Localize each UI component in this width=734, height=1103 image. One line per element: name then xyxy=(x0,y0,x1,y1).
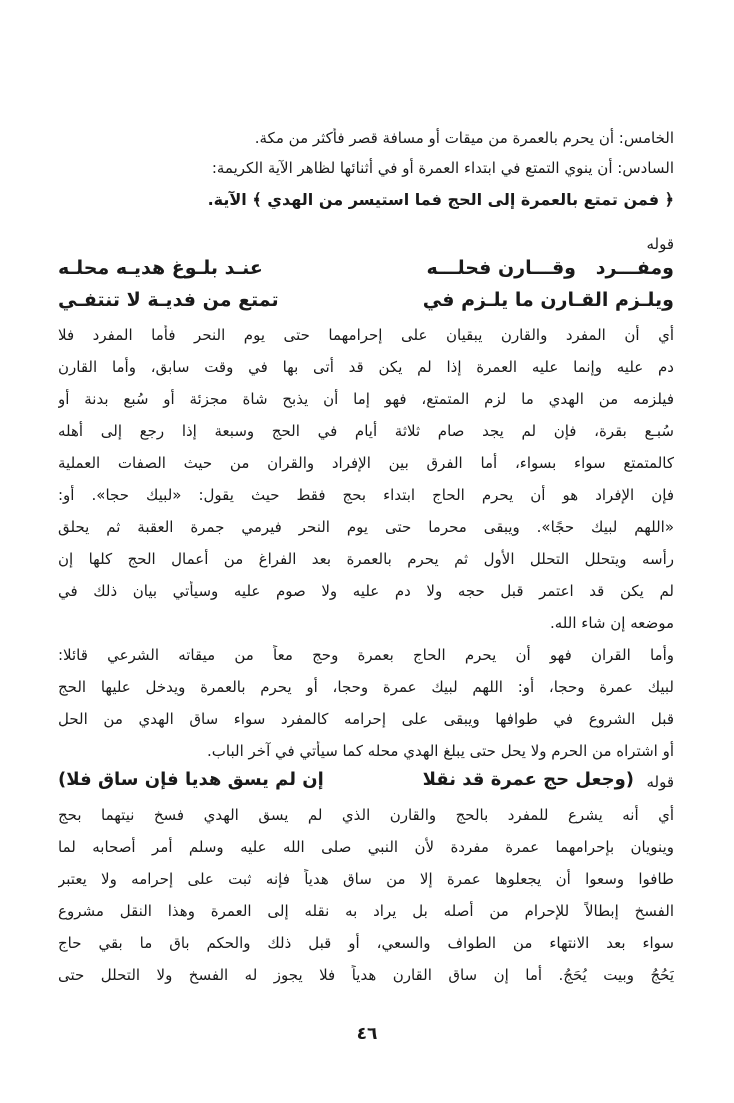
verse2-left-part: تمتع من فديـة لا تنتفـي xyxy=(58,290,279,311)
body-line: «اللهم لبيك حجًا». ويبقى محرما حتى يوم النحر فيرمي جمرة العقبة ثم يحلق xyxy=(58,518,674,536)
body-line: أي أن المفرد والقارن يبقيان على إحرامهما حتى يوم النحر فأما المفرد فلا xyxy=(58,326,674,344)
body-line: لم يكن قد اعتمر قبل حجه ولا دم عليه ولا صوم عليه وسيأتي بيان ذلك في xyxy=(58,582,674,600)
section1-label: قوله xyxy=(646,235,674,253)
body-line: سُبـع بقرة، فإن لم يجد صام ثلاثة أيام في الحج وسبعة إذا رجع إلى أهله xyxy=(58,422,674,440)
quran-verse: ﴿ فمن تمتع بالعمرة إلى الحج فما استيسر من الهدي ﴾ الآية. xyxy=(207,190,674,209)
body-line: رأسه ويتحلل التحلل الأول ثم يحرم بالعمرة بعد الفراغ من أعمال الحج كلها إن xyxy=(58,550,674,568)
body-line: سواء بعد الانتهاء من الطواف والسعي، أو قبل ذلك والحكم باق ما بقي حاج xyxy=(58,934,674,952)
body-line: دم عليه وإنما عليه العمرة إذا لم يكن قد أتى بها في وقت سابق، وأما القارن xyxy=(58,358,674,376)
section2-verse-right: (وجعل حج عمرة قد نقلا xyxy=(422,770,634,790)
section2-verse-left: إن لم يسق هديا فإن ساق فلا) xyxy=(58,770,324,790)
body-line: موضعه إن شاء الله. xyxy=(550,614,674,632)
verse1-right-part: ومفـــرد xyxy=(595,258,674,279)
verse1-middle-part: وقـــارن فحلـــه xyxy=(426,258,576,279)
body-line: لبيك عمرة وحجا، أو: اللهم لبيك عمرة وحجا، أو يحرم بالعمرة ويدخل عليها الحج xyxy=(58,678,674,696)
body-line: كالمتمتع سواء بسواء، أما الفرق بين الإفراد والقران من حيث الصفات العملية xyxy=(58,454,674,472)
verse2-right-part: ويلـزم القـارن ما يلـزم في xyxy=(422,290,674,311)
body-line: يَحُجُ وبيت يُحَجُ. أما إن ساق القارن هدياً فلا يجوز له الفسخ ولا التحلل حتى xyxy=(58,966,674,984)
poem-verse-1 xyxy=(58,258,674,288)
body-line: قبل الشروع في طوافها ويبقى على إحرامه كالمفرد سواء ساق الهدي من الحل xyxy=(58,710,674,728)
verse1-left-part: عنـد بلـوغ هديـه محلـه xyxy=(58,258,263,279)
intro-line-fifth: الخامس: أن يحرم بالعمرة من ميقات أو مسافة قصر فأكثر من مكة. xyxy=(254,129,674,147)
body-line: فيلزمه من الهدي ما لزم المتمتع، فهو إما أن يذبح شاة مجزئة أو سُبع بدنة أو xyxy=(58,390,674,408)
body-line: أو اشتراه من الحرم ولا يحل حتى يبلغ الهدي محله كما سيأتي في آخر الباب. xyxy=(207,742,674,760)
section2-label: قوله xyxy=(646,773,674,791)
body-line: وأما القران فهو أن يحرم الحاج بعمرة وحج معاً من ميقاته الشرعي قائلا: xyxy=(58,646,674,664)
body-line: طافوا وسعوا أن يجعلوها عمرة إلا من ساق هدياً فإنه ثبت على إحرامه ولا يعتبر xyxy=(58,870,674,888)
poem-verse-2 xyxy=(58,290,674,320)
intro-line-sixth: السادس: أن ينوي التمتع في ابتداء العمرة أو في أثنائها لظاهر الآية الكريمة: xyxy=(211,159,674,177)
body-line: الفسخ إبطالاً للإحرام من أصله بل يراد به نقله إلى العمرة وهذا النقل مشروع xyxy=(58,902,674,920)
body-line: أي أنه يشرع للمفرد بالحج والقارن الذي لم يسق الهدي فسخ نيتهما بحج xyxy=(58,806,674,824)
section2-heading xyxy=(58,770,674,798)
page-number: ٤٦ xyxy=(356,1024,378,1044)
body-line: فإن الإفراد هو أن يحرم الحاج ابتداء بحج فقط حيث يقول: «لبيك حجا». أو: xyxy=(58,486,674,504)
body-line: وينويان بإحرامهما عمرة مفردة لأن النبي صلى الله عليه وسلم أمر أصحابه لما xyxy=(58,838,674,856)
